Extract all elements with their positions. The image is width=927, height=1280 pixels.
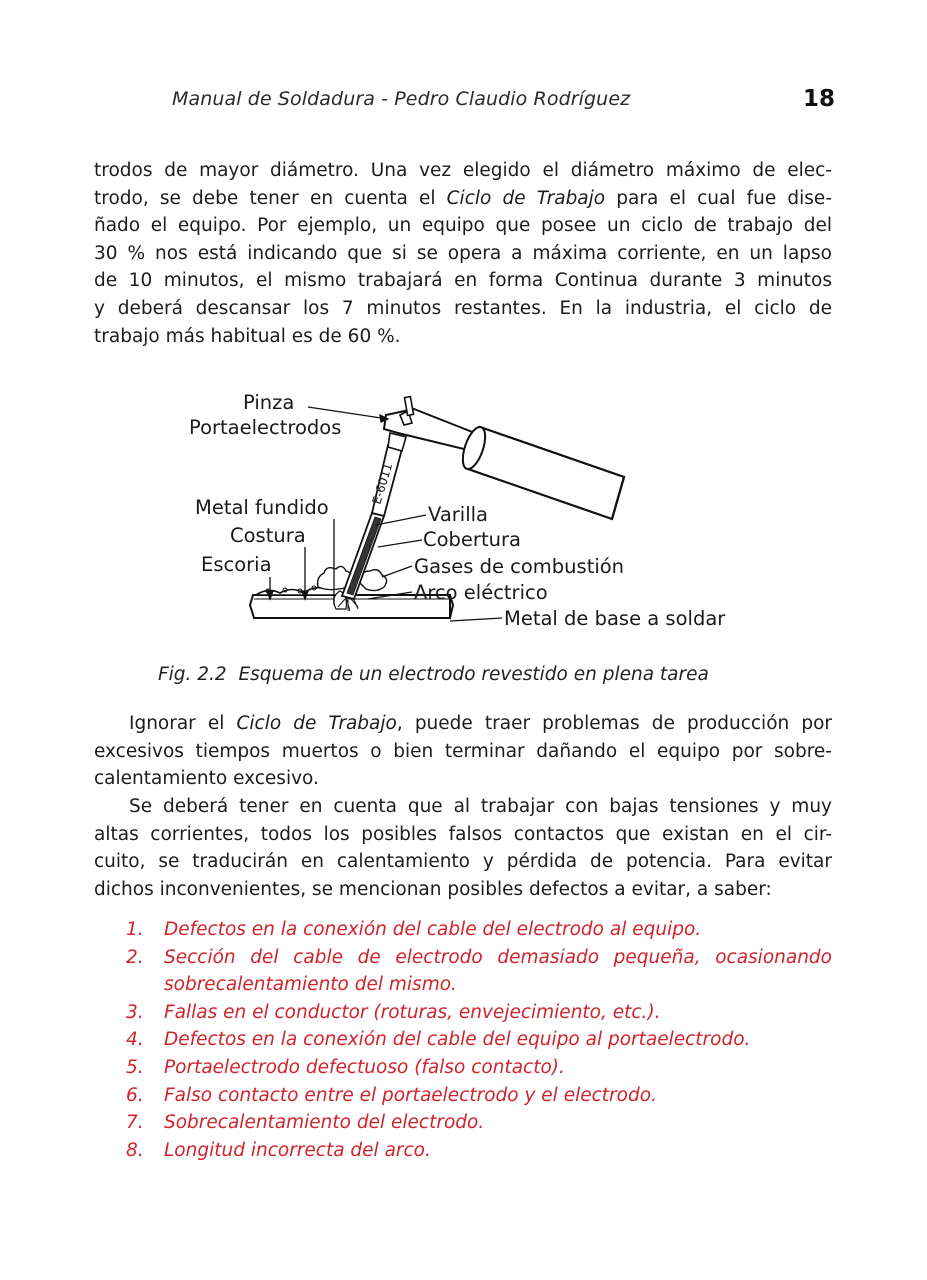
text-run: excesivos tiempos muertos o bien terminar dañando el equipo por sobre-	[94, 740, 832, 762]
list-item-number: 7.	[126, 1112, 144, 1134]
paragraph-duty-cycle	[94, 157, 832, 350]
text-run: trabajo más habitual es de 60 %.	[94, 325, 401, 347]
list-item-number: 6.	[126, 1084, 144, 1106]
text-run: Ignorar el	[129, 713, 237, 734]
emphasis-term: Ciclo de Trabajo	[446, 187, 606, 209]
label-metal-base: Metal de base a soldar	[504, 607, 726, 630]
text-line	[94, 793, 832, 821]
list-item-line: Defectos en la conexión del cable del electrodo al equipo.	[164, 919, 702, 940]
list-item-text	[164, 944, 832, 999]
list-item-number: 2.	[126, 946, 144, 968]
text-run: 30 % nos está indicando que si se opera a máxima corriente, en un lapso	[94, 242, 832, 264]
figure-caption-text: Esquema de un electrodo revestido en plena tarea	[238, 664, 709, 685]
text-line	[94, 710, 832, 738]
list-item	[126, 944, 832, 999]
list-item	[126, 916, 832, 944]
text-run: dichos inconvenientes, se mencionan posibles defectos a evitar, a saber:	[94, 878, 772, 900]
text-line	[94, 821, 832, 849]
list-item	[126, 1026, 832, 1054]
label-cobertura: Cobertura	[423, 528, 521, 551]
label-varilla: Varilla	[428, 503, 488, 526]
list-item-text	[164, 1026, 832, 1054]
list-item-line: Fallas en el conductor (roturas, envejecimiento, etc.).	[164, 1001, 661, 1023]
list-item-line: Sección del cable de electrodo demasiado pequeña, ocasionando	[164, 946, 832, 968]
emphasis-term: Ciclo de Trabajo	[236, 713, 397, 734]
list-item	[126, 1054, 832, 1082]
list-item	[126, 1109, 832, 1137]
list-item-text	[164, 916, 832, 944]
text-line	[94, 876, 832, 904]
text-run: trodos de mayor diámetro. Una vez elegido el diámetro máximo de elec-	[94, 160, 832, 181]
list-item-number: 8.	[126, 1139, 144, 1161]
list-item	[126, 999, 832, 1027]
paragraph-ignore-duty-cycle	[94, 710, 832, 793]
text-line	[94, 295, 832, 323]
text-run: altas corrientes, todos los posibles falsos contactos que existan en el cir-	[94, 823, 832, 845]
label-arco: Arco eléctrico	[414, 581, 548, 604]
electrode-holder	[384, 397, 624, 519]
list-item-line: Portaelectrodo defectuoso (falso contacto).	[164, 1056, 565, 1078]
list-item-line: Sobrecalentamiento del electrodo.	[164, 1112, 485, 1134]
page-number: 18	[803, 86, 836, 112]
list-item-number: 4.	[126, 1029, 144, 1051]
text-line	[94, 738, 832, 766]
text-run: ñado el equipo. Por ejemplo, un equipo que posee un ciclo de trabajo del	[94, 215, 832, 237]
list-item-line: Longitud incorrecta del arco.	[164, 1139, 431, 1161]
list-item	[126, 1082, 832, 1110]
text-line	[94, 185, 832, 213]
list-item-line: Falso contacto entre el portaelectrodo y el electrodo.	[164, 1084, 657, 1106]
list-item-number: 5.	[126, 1056, 144, 1078]
text-run: calentamiento excesivo.	[94, 768, 319, 790]
label-portaelectrodos: Portaelectrodos	[189, 416, 342, 439]
text-line	[94, 765, 832, 793]
electrode-code: E-6011	[369, 461, 396, 506]
text-run: cuito, se traducirán en calentamiento y pérdida de potencia. Para evitar	[94, 851, 832, 873]
text-line	[94, 267, 832, 295]
text-run: y deberá descansar los 7 minutos restantes. En la industria, el ciclo de	[94, 297, 832, 319]
list-item-text	[164, 1109, 832, 1137]
text-line	[94, 323, 832, 351]
label-costura: Costura	[230, 524, 306, 547]
text-run: trodo, se debe tener en cuenta el	[94, 187, 447, 209]
defects-list	[126, 916, 832, 1164]
list-item-line: sobrecalentamiento del mismo.	[164, 974, 457, 996]
list-item	[126, 1137, 832, 1165]
list-item-text	[164, 999, 832, 1027]
figure-caption	[158, 664, 709, 685]
list-item-number: 3.	[126, 1001, 144, 1023]
text-run: Se deberá tener en cuenta que al trabajar con bajas tensiones y muy	[129, 796, 832, 817]
electrode-diagram-svg	[150, 385, 790, 645]
label-escoria: Escoria	[201, 553, 272, 576]
list-item-line: Defectos en la conexión del cable del equipo al portaelectrodo.	[164, 1029, 751, 1051]
list-item-text	[164, 1054, 832, 1082]
text-line	[94, 157, 832, 185]
text-run: de 10 minutos, el mismo trabajará en forma Continua durante 3 minutos	[94, 270, 832, 292]
text-run: , puede traer problemas de producción por	[396, 713, 832, 734]
list-item-text	[164, 1137, 832, 1165]
figure-caption-number: Fig. 2.2	[158, 664, 227, 685]
text-line	[94, 212, 832, 240]
list-item-text	[164, 1082, 832, 1110]
list-item-number: 1.	[126, 919, 144, 940]
paragraph-false-contacts	[94, 793, 832, 903]
label-pinza: Pinza	[243, 391, 295, 414]
label-metal-fundido: Metal fundido	[195, 496, 329, 519]
running-header-title: Manual de Soldadura - Pedro Claudio Rodríguez	[172, 88, 631, 110]
text-run: para el cual fue dise-	[605, 187, 832, 209]
figure-electrode-diagram	[150, 385, 790, 645]
text-line	[94, 848, 832, 876]
label-gases: Gases de combustión	[414, 555, 625, 578]
text-line	[94, 240, 832, 268]
